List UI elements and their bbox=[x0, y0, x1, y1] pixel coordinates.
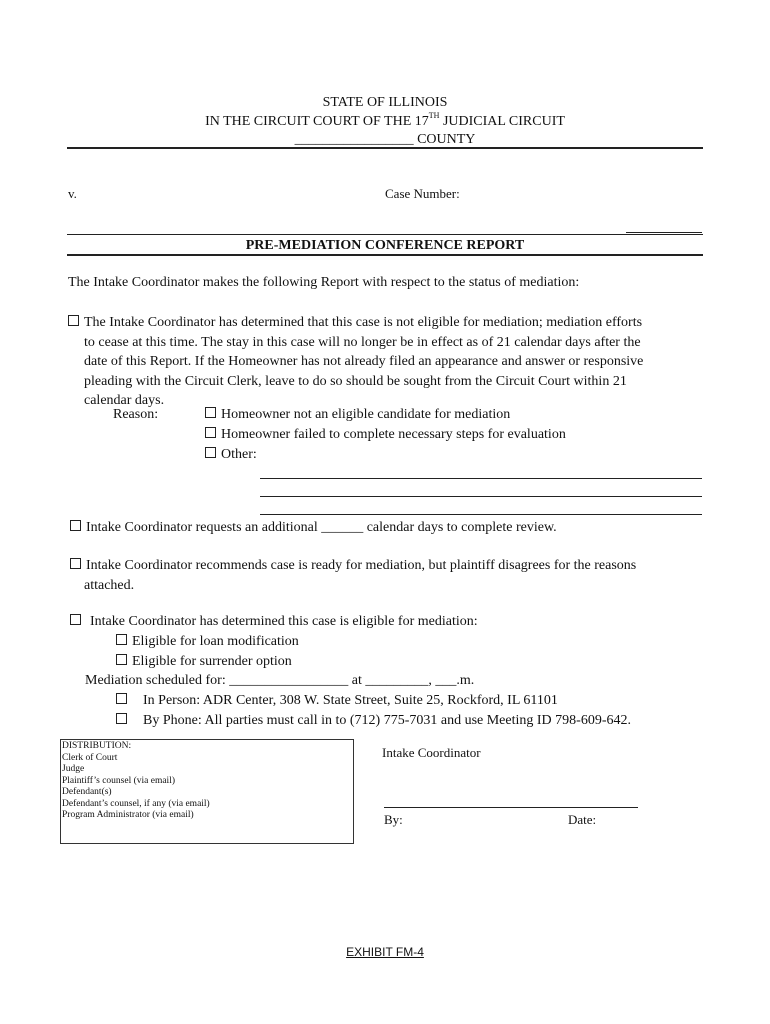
distribution-item: Defendant’s counsel, if any (via email) bbox=[62, 798, 210, 809]
by-phone-label: By Phone: All parties must call in to (712) 775-7031 and use Meeting ID 798-609-642. bbox=[143, 713, 631, 728]
option-plaintiff-disagrees-line2: attached. bbox=[84, 577, 135, 593]
eligible-loan-modification-label: Eligible for loan modification bbox=[132, 634, 299, 649]
eligible-surrender-label: Eligible for surrender option bbox=[132, 654, 292, 669]
option-not-eligible bbox=[68, 313, 708, 411]
checkbox-in-person[interactable] bbox=[116, 693, 127, 704]
title-bottom-rule bbox=[67, 254, 703, 256]
reason-label: Reason: bbox=[113, 407, 159, 422]
checkbox-reason-other[interactable] bbox=[205, 447, 216, 458]
option-eligible-label: Intake Coordinator has determined this case is eligible for mediation: bbox=[90, 614, 478, 629]
header-rule bbox=[67, 147, 703, 149]
reason-other bbox=[205, 445, 257, 465]
checkbox-loan-modification[interactable] bbox=[116, 634, 127, 645]
court-heading bbox=[0, 112, 770, 131]
option-additional-days-label: Intake Coordinator requests an additional ______ calendar days to complete review. bbox=[86, 520, 557, 535]
reason-ineligible-label: Homeowner not an eligible candidate for mediation bbox=[221, 407, 511, 422]
other-line-2[interactable] bbox=[260, 496, 702, 497]
distribution-item: Judge bbox=[62, 764, 85, 774]
checkbox-surrender[interactable] bbox=[116, 654, 127, 665]
title-top-rule bbox=[67, 234, 703, 235]
eligible-surrender bbox=[116, 652, 292, 672]
by-phone-option bbox=[116, 711, 631, 731]
checkbox-reason-failed-steps[interactable] bbox=[205, 427, 216, 438]
signature-line[interactable] bbox=[384, 807, 638, 808]
eligible-loan-modification bbox=[116, 632, 299, 652]
court-heading-pre: IN THE CIRCUIT COURT OF THE 17 bbox=[205, 114, 429, 129]
option-plaintiff-disagrees bbox=[70, 556, 636, 595]
case-number-label: Case Number: bbox=[385, 186, 460, 201]
exhibit-label: EXHIBIT FM-4 bbox=[346, 945, 424, 959]
county-label: COUNTY bbox=[413, 132, 476, 147]
option-not-eligible-line2: to cease at this time. The stay in this case will no longer be in effect as of 21 calendar days after the bbox=[84, 334, 641, 350]
signature-role: Intake Coordinator bbox=[382, 745, 481, 760]
option-plaintiff-disagrees-line1: Intake Coordinator recommends case is ready for mediation, but plaintiff disagrees for the reasons bbox=[86, 558, 637, 573]
checkbox-additional-days[interactable] bbox=[70, 520, 81, 531]
distribution-title: DISTRIBUTION: bbox=[62, 741, 132, 751]
option-not-eligible-line1: The Intake Coordinator has determined that this case is not eligible for mediation; mediation efforts bbox=[84, 315, 643, 330]
option-not-eligible-line5: calendar days. bbox=[84, 393, 165, 408]
distribution-item: Plaintiff’s counsel (via email) bbox=[62, 775, 176, 786]
intro-text: The Intake Coordinator makes the following Report with respect to the status of mediation: bbox=[68, 275, 580, 290]
other-line-1[interactable] bbox=[260, 478, 702, 479]
distribution-item: Clerk of Court bbox=[62, 752, 118, 763]
by-label: By: bbox=[384, 812, 403, 827]
court-heading-sup: TH bbox=[428, 111, 440, 120]
reason-failed-steps-label: Homeowner failed to complete necessary steps for evaluation bbox=[221, 427, 566, 442]
option-additional-days bbox=[70, 518, 557, 538]
other-line-3[interactable] bbox=[260, 514, 702, 515]
distribution-box bbox=[60, 739, 354, 844]
mediation-scheduled: Mediation scheduled for: _________________ at _________, ___.m. bbox=[85, 673, 475, 688]
distribution-item: Defendant(s) bbox=[62, 787, 112, 797]
reason-ineligible bbox=[205, 405, 510, 425]
distribution-item: Program Administrator (via email) bbox=[62, 810, 194, 820]
checkbox-plaintiff-disagrees[interactable] bbox=[70, 558, 81, 569]
versus-label: v. bbox=[68, 186, 77, 201]
in-person-label: In Person: ADR Center, 308 W. State Street, Suite 25, Rockford, IL 61101 bbox=[143, 693, 558, 708]
checkbox-by-phone[interactable] bbox=[116, 713, 127, 724]
checkbox-reason-ineligible[interactable] bbox=[205, 407, 216, 418]
case-number-line[interactable] bbox=[626, 232, 702, 233]
county-blank[interactable]: _________________ bbox=[294, 132, 414, 147]
in-person-option bbox=[116, 691, 558, 711]
court-heading-post: JUDICIAL CIRCUIT bbox=[439, 114, 565, 129]
checkbox-eligible[interactable] bbox=[70, 614, 81, 625]
reason-failed-steps bbox=[205, 425, 566, 445]
checkbox-not-eligible[interactable] bbox=[68, 315, 79, 326]
report-title: PRE-MEDIATION CONFERENCE REPORT bbox=[245, 238, 525, 253]
reason-other-label: Other: bbox=[221, 447, 257, 462]
state-heading: STATE OF ILLINOIS bbox=[322, 95, 448, 110]
option-eligible bbox=[70, 612, 478, 632]
date-label: Date: bbox=[568, 812, 597, 827]
option-not-eligible-line4: pleading with the Circuit Clerk, leave to do so should be sought from the Circuit Court within 21 bbox=[84, 373, 627, 389]
option-not-eligible-line3: date of this Report. If the Homeowner has not already filed an appearance and answer or responsive bbox=[84, 354, 644, 369]
